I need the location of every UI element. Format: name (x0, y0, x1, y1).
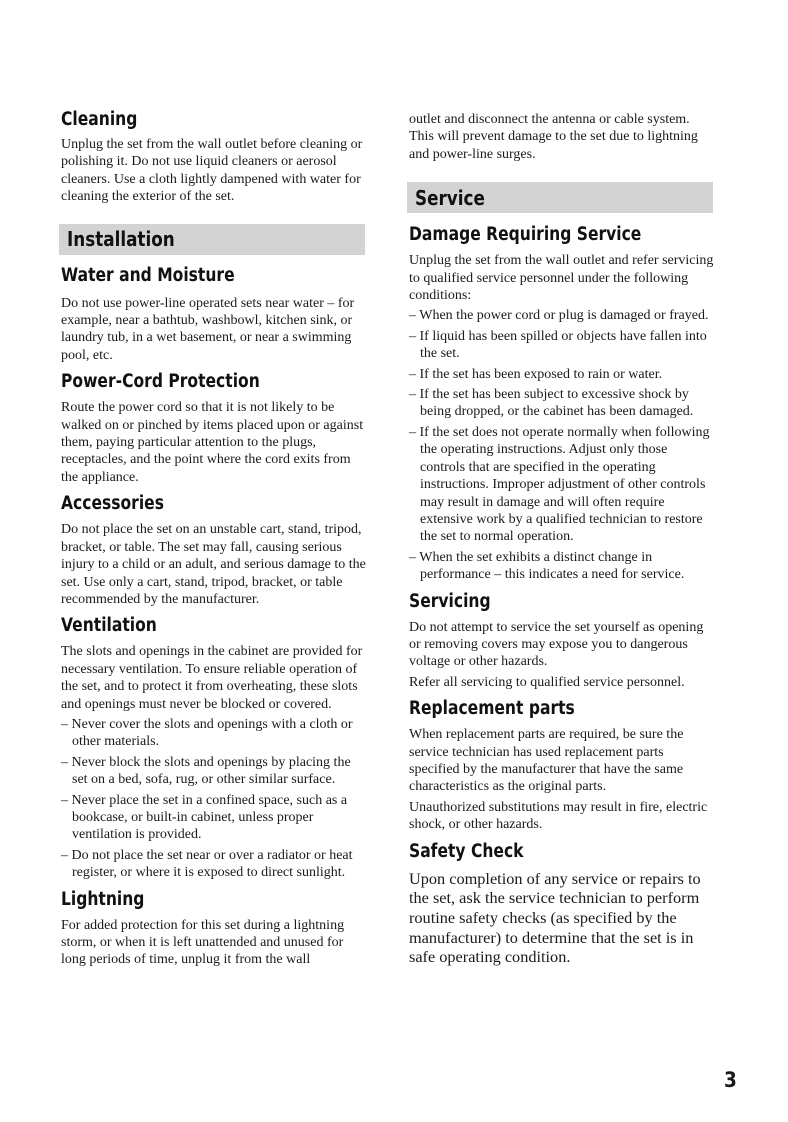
list-item: – If the set has been subject to excessive shock by being dropped, or the cabinet has been damaged. (409, 387, 694, 420)
right-column (409, 108, 715, 967)
water-moisture-body: Do not use power-line operated sets near water – for example, near a bathtub, washbowl, kitchen sink, or laundry tub, in a wet basement, or near a swimming pool, etc. (61, 295, 355, 363)
page-number: 3 (724, 1068, 737, 1092)
service-heading: Service (415, 185, 485, 210)
cleaning-heading: Cleaning (61, 109, 138, 130)
accessories-body: Do not place the set on an unstable cart, stand, tripod, bracket, or table. The set may fall, causing serious injury to a child or an adult, and serious damage to the set. Use only a cart, stand, tripod, bracket, or table recommended by the manufacturer. (61, 522, 366, 607)
installation-section-bar (59, 224, 365, 255)
safety-check-body: Upon completion of any service or repairs to the set, ask the service technician to perform routine safety checks (as specified by the manufacturer) to determine that the set is in safe operating condition. (409, 868, 701, 967)
damage-requiring-service-heading: Damage Requiring Service (409, 224, 642, 246)
ventilation-body: The slots and openings in the cabinet are provided for necessary ventilation. To ensure reliable operation of the set, and to protect it from overheating, these slots and openings must never be blocked or covered. (61, 644, 363, 712)
list-item: – Never cover the slots and openings with a cloth or other materials. (61, 716, 353, 750)
installation-heading: Installation (67, 227, 175, 252)
power-cord-heading: Power-Cord Protection (61, 371, 260, 393)
list-item: – Never place the set in a confined space, such as a bookcase, or built-in cabinet, unless proper ventilation is provided. (61, 792, 348, 843)
safety-check-heading: Safety Check (409, 840, 524, 862)
ventilation-list (61, 716, 367, 882)
list-item: – If the set has been exposed to rain or water. (409, 366, 663, 382)
lightning-body: For added protection for this set during a lightning storm, or when it is left unattended and unused for long periods of time, unplug it from the wall (61, 917, 345, 968)
servicing-body: Do not attempt to service the set yourself as opening or removing covers may expose you to dangerous voltage or other hazards. (409, 619, 704, 670)
list-item: – When the power cord or plug is damaged or frayed. (409, 308, 709, 324)
list-item: – Do not place the set near or over a radiator or heat register, or where it is exposed to direct sunlight. (61, 847, 353, 881)
damage-conditions-list (409, 307, 715, 583)
damage-requiring-service-body: Unplug the set from the wall outlet and refer servicing to qualified service personnel under the following conditions: (409, 253, 714, 304)
list-item: – If the set does not operate normally when following the operating instructions. Adjust only those controls that are specified in the operating instructions. Improper adjustment of other controls may result in damage and will often require extensive work by a qualified technician to restore the set to normal operation. (409, 424, 710, 545)
list-item: – Never block the slots and openings by placing the set on a bed, sofa, rug, or other similar surface. (61, 754, 351, 788)
replacement-parts-body: When replacement parts are required, be sure the service technician has used replacement parts specified by the manufacturer that have the same characteristics as the original parts. (409, 727, 684, 795)
lightning-heading: Lightning (61, 888, 145, 910)
water-moisture-heading: Water and Moisture (61, 264, 235, 286)
replacement-parts-heading: Replacement parts (409, 698, 575, 720)
ventilation-heading: Ventilation (61, 615, 157, 637)
list-item: – If liquid has been spilled or objects have fallen into the set. (409, 328, 707, 362)
service-section-bar (407, 182, 713, 213)
left-column (61, 108, 367, 969)
servicing-heading: Servicing (409, 590, 491, 612)
lightning-body-continued: outlet and disconnect the antenna or cable system. This will prevent damage to the set due to lightning and power-line surges. (409, 112, 698, 162)
accessories-heading: Accessories (61, 493, 164, 515)
list-item: – When the set exhibits a distinct change in performance – this indicates a need for service. (409, 549, 685, 583)
replacement-parts-note: Unauthorized substitutions may result in fire, electric shock, or other hazards. (409, 799, 708, 833)
cleaning-body: Unplug the set from the wall outlet before cleaning or polishing it. Do not use liquid cleaners or aerosol cleaners. Use a cloth lightly dampened with water for cleaning the exterior of the set. (61, 137, 363, 205)
power-cord-body: Route the power cord so that it is not likely to be walked on or pinched by items placed upon or against them, paying particular attention to the plugs, receptacles, and the point where the cord exits from the appliance. (61, 400, 364, 485)
servicing-note: Refer all servicing to qualified service personnel. (409, 674, 685, 690)
